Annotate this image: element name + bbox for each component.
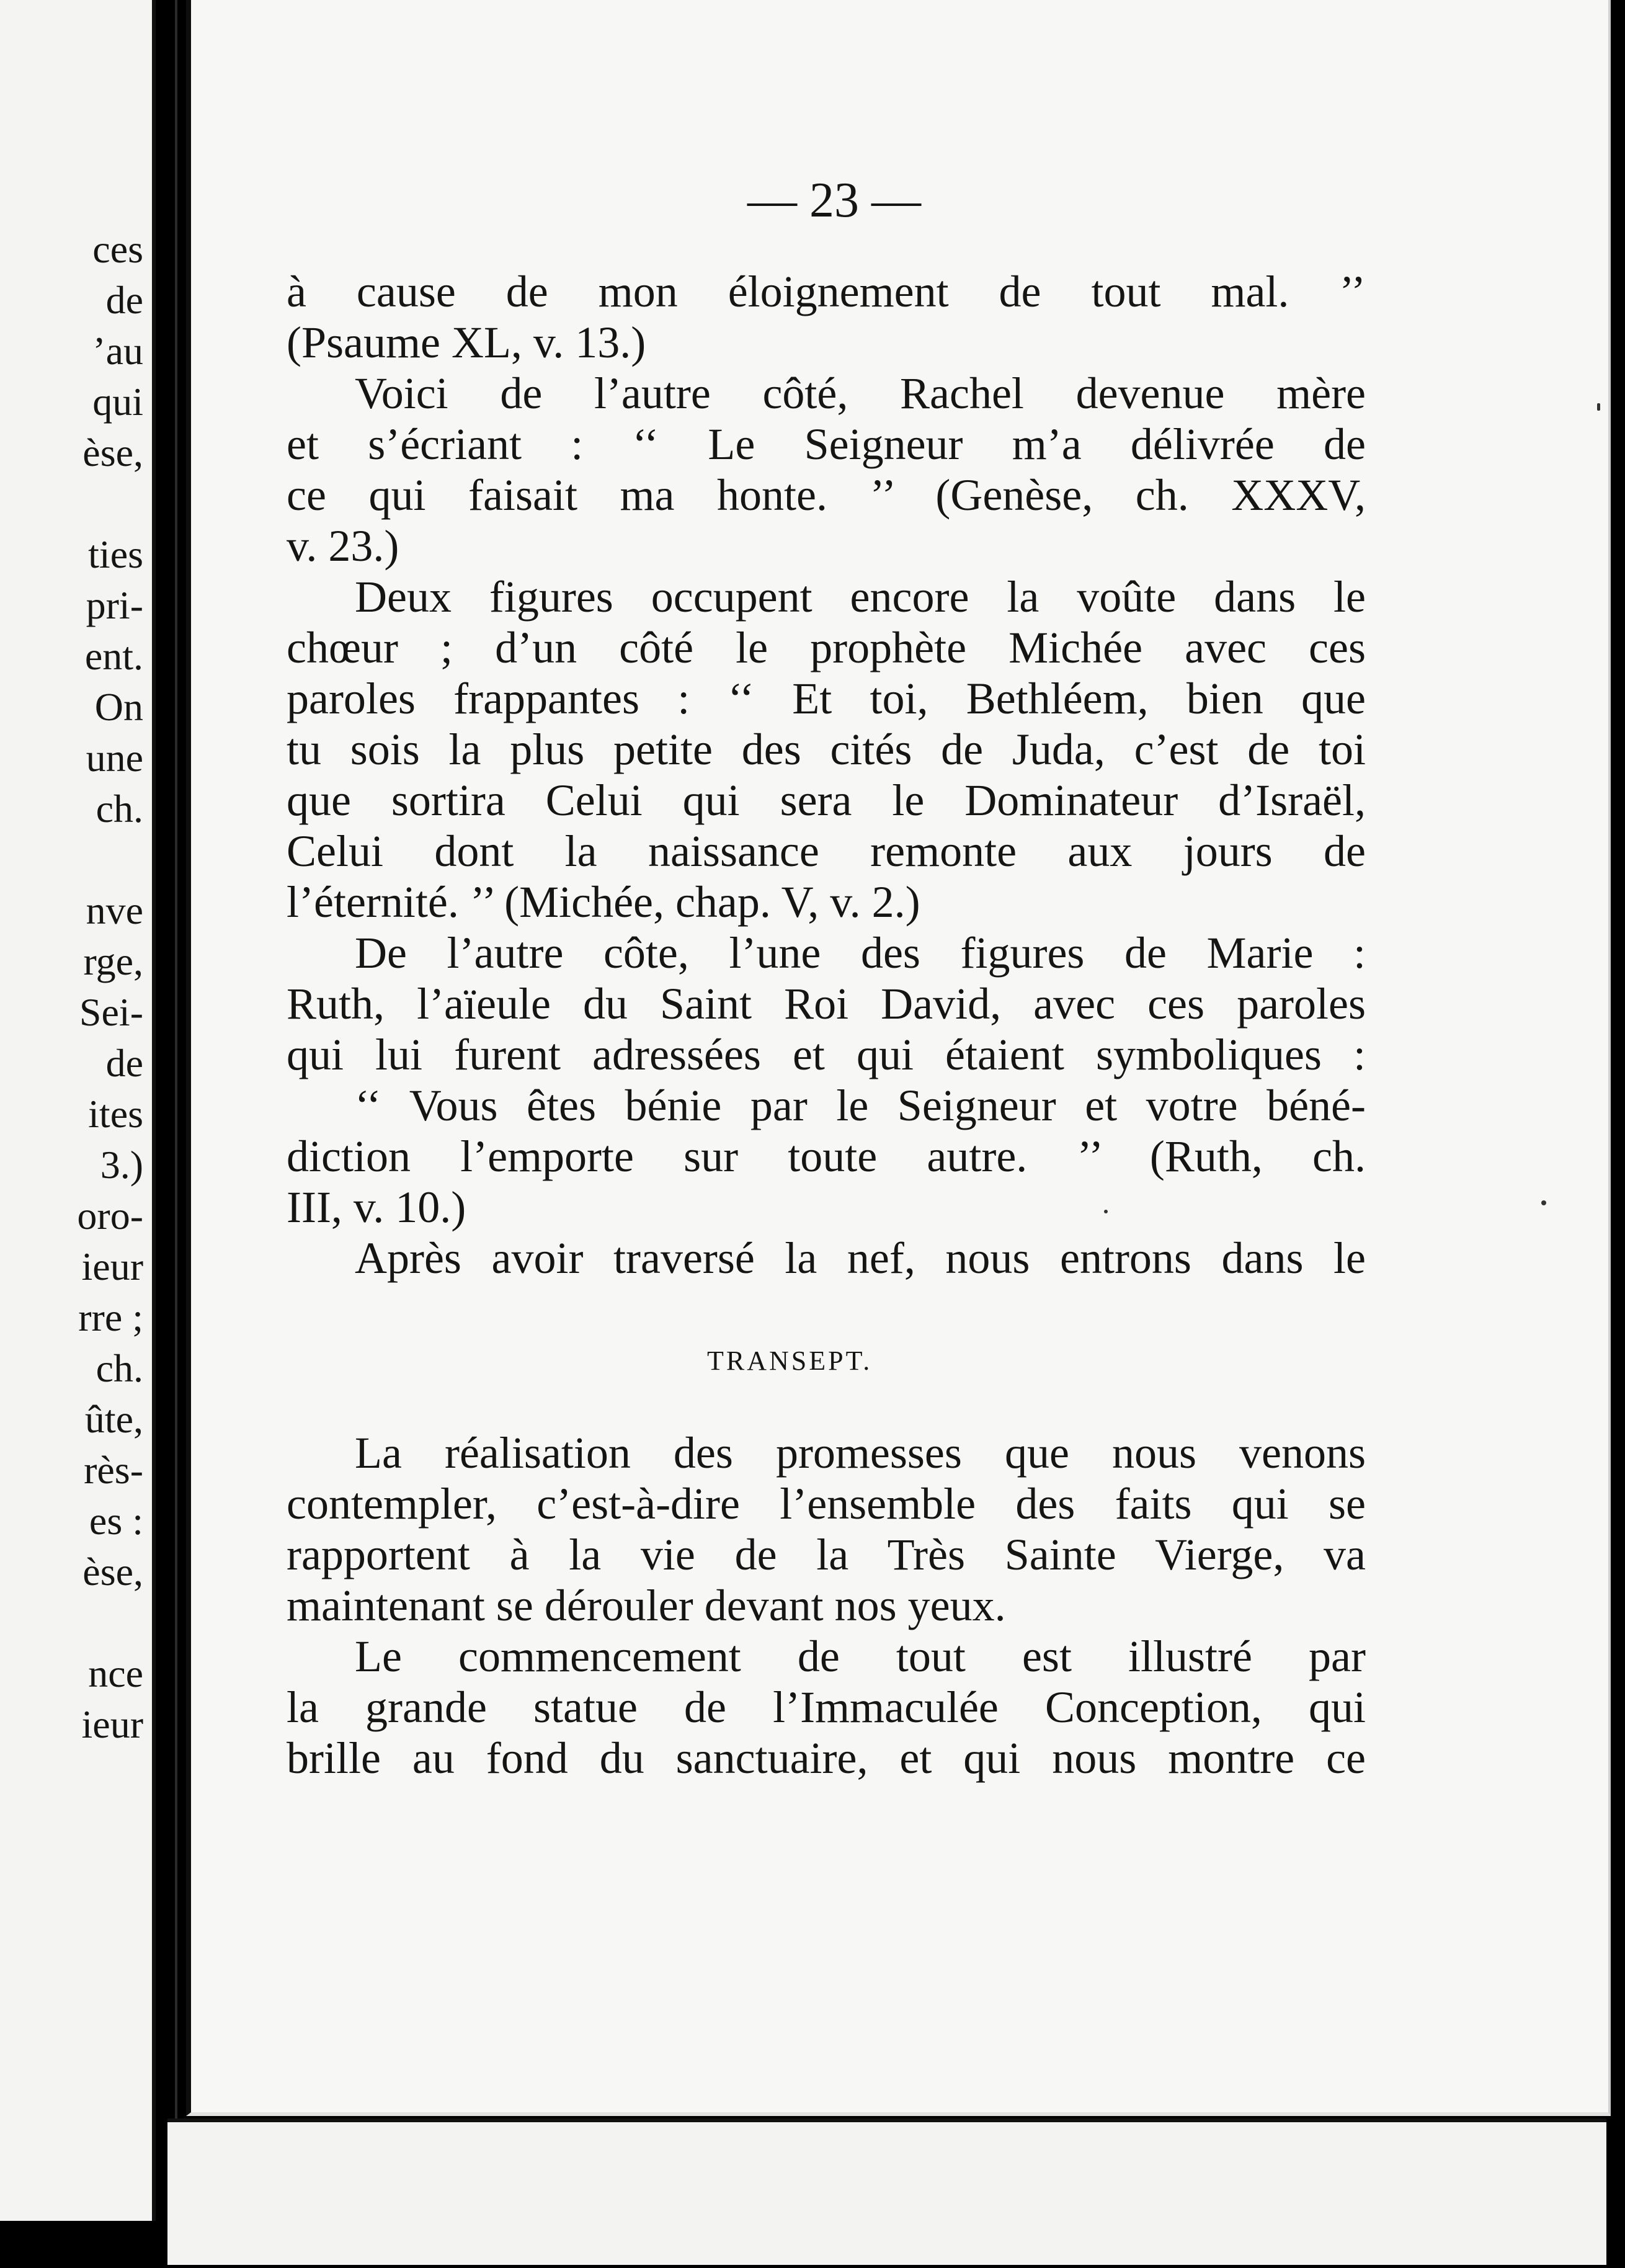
text-line: chœur ; d’un côté le prophète Michée avec ces	[287, 623, 1366, 672]
facing-page-fragment: ces	[92, 227, 143, 271]
text-line: contempler, c’est-à-dire l’ensemble des faits qui se	[287, 1479, 1366, 1529]
text-line: De l’autre côte, l’une des figures de Marie :	[355, 928, 1366, 978]
facing-page-fragment: èse,	[82, 1550, 143, 1594]
facing-page	[0, 0, 156, 2221]
facing-page-fragment: ieur	[81, 1244, 143, 1288]
facing-page-fragment: rès-	[84, 1448, 143, 1492]
text-line: tu sois la plus petite des cités de Juda, c’est de toi	[287, 725, 1366, 774]
paper-speck	[1104, 1210, 1108, 1213]
facing-page-fragment: ent.	[84, 634, 143, 678]
facing-page-fragment: rge,	[83, 939, 143, 983]
facing-page-fragment: es :	[89, 1499, 143, 1543]
paper-speck	[1597, 403, 1600, 411]
facing-page-fragment: ites	[88, 1092, 143, 1136]
text-line: Après avoir traversé la nef, nous entrons dans le	[355, 1233, 1366, 1283]
text-line: maintenant se dérouler devant nos yeux.	[287, 1581, 1006, 1630]
section-heading: TRANSEPT.	[707, 1346, 873, 1376]
text-line: III, v. 10.)	[287, 1182, 466, 1232]
facing-page-fragment: ieur	[81, 1702, 143, 1746]
facing-page-fragment: une	[86, 736, 143, 780]
text-line: La réalisation des promesses que nous venons	[355, 1428, 1366, 1478]
text-line: Deux figures occupent encore la voûte dans le	[355, 572, 1366, 622]
page-number: — 23 —	[747, 173, 921, 228]
text-line: v. 23.)	[287, 521, 399, 571]
text-line: diction l’emporte sur toute autre. ’’ (Ruth, ch.	[287, 1132, 1366, 1181]
text-line: la grande statue de l’Immaculée Conception, qui	[287, 1682, 1366, 1732]
page-gutter	[175, 0, 177, 2122]
page-bottom-edge	[167, 2118, 1606, 2265]
text-line: paroles frappantes : ‘‘ Et toi, Bethléem, bien que	[287, 674, 1366, 723]
text-line: Voici de l’autre côté, Rachel devenue mère	[355, 368, 1366, 418]
text-line: (Psaume XL, v. 13.)	[287, 318, 646, 367]
facing-page-fragment: de	[105, 278, 143, 322]
facing-page-fragment: ch.	[96, 787, 143, 831]
facing-page-fragment: pri-	[86, 583, 143, 627]
facing-page-fragment: oro-	[77, 1194, 143, 1238]
text-line: Le commencement de tout est illustré par	[355, 1632, 1366, 1681]
facing-page-fragment: On	[94, 685, 143, 729]
facing-page-fragment: nve	[86, 888, 143, 932]
facing-page-fragment: 3.)	[100, 1143, 143, 1187]
facing-page-fragment: ûte,	[84, 1397, 143, 1441]
text-line: ‘‘ Vous êtes bénie par le Seigneur et votre béné-	[355, 1081, 1366, 1130]
facing-page-fragment: nce	[88, 1651, 143, 1695]
text-line: et s’écriant : ‘‘ Le Seigneur m’a délivrée de	[287, 419, 1366, 469]
text-line: brille au fond du sanctuaire, et qui nous montre ce	[287, 1733, 1366, 1783]
facing-page-fragment: de	[105, 1041, 143, 1085]
facing-page-fragment: Sei-	[79, 990, 143, 1034]
facing-page-fragment: ties	[88, 532, 143, 576]
paper-speck	[1541, 1200, 1546, 1205]
text-line: à cause de mon éloignement de tout mal. ’’	[287, 267, 1366, 316]
text-line: rapportent à la vie de la Très Sainte Vierge, va	[287, 1530, 1366, 1579]
facing-page-fragment: rre ;	[78, 1295, 143, 1339]
facing-page-fragment: èse,	[82, 431, 143, 475]
facing-page-fragment: ch.	[96, 1346, 143, 1390]
text-line: Celui dont la naissance remonte aux jours de	[287, 826, 1366, 876]
text-line: l’éternité. ’’ (Michée, chap. V, v. 2.)	[287, 877, 920, 927]
text-line: qui lui furent adressées et qui étaient symboliques :	[287, 1030, 1366, 1079]
text-line: que sortira Celui qui sera le Dominateur d’Israël,	[287, 775, 1366, 825]
text-line: Ruth, l’aïeule du Saint Roi David, avec ces paroles	[287, 979, 1366, 1029]
facing-page-fragment: qui	[92, 380, 143, 424]
facing-page-fragment: ’au	[92, 329, 143, 373]
text-line: ce qui faisait ma honte. ’’ (Genèse, ch. XXXV,	[287, 470, 1366, 520]
